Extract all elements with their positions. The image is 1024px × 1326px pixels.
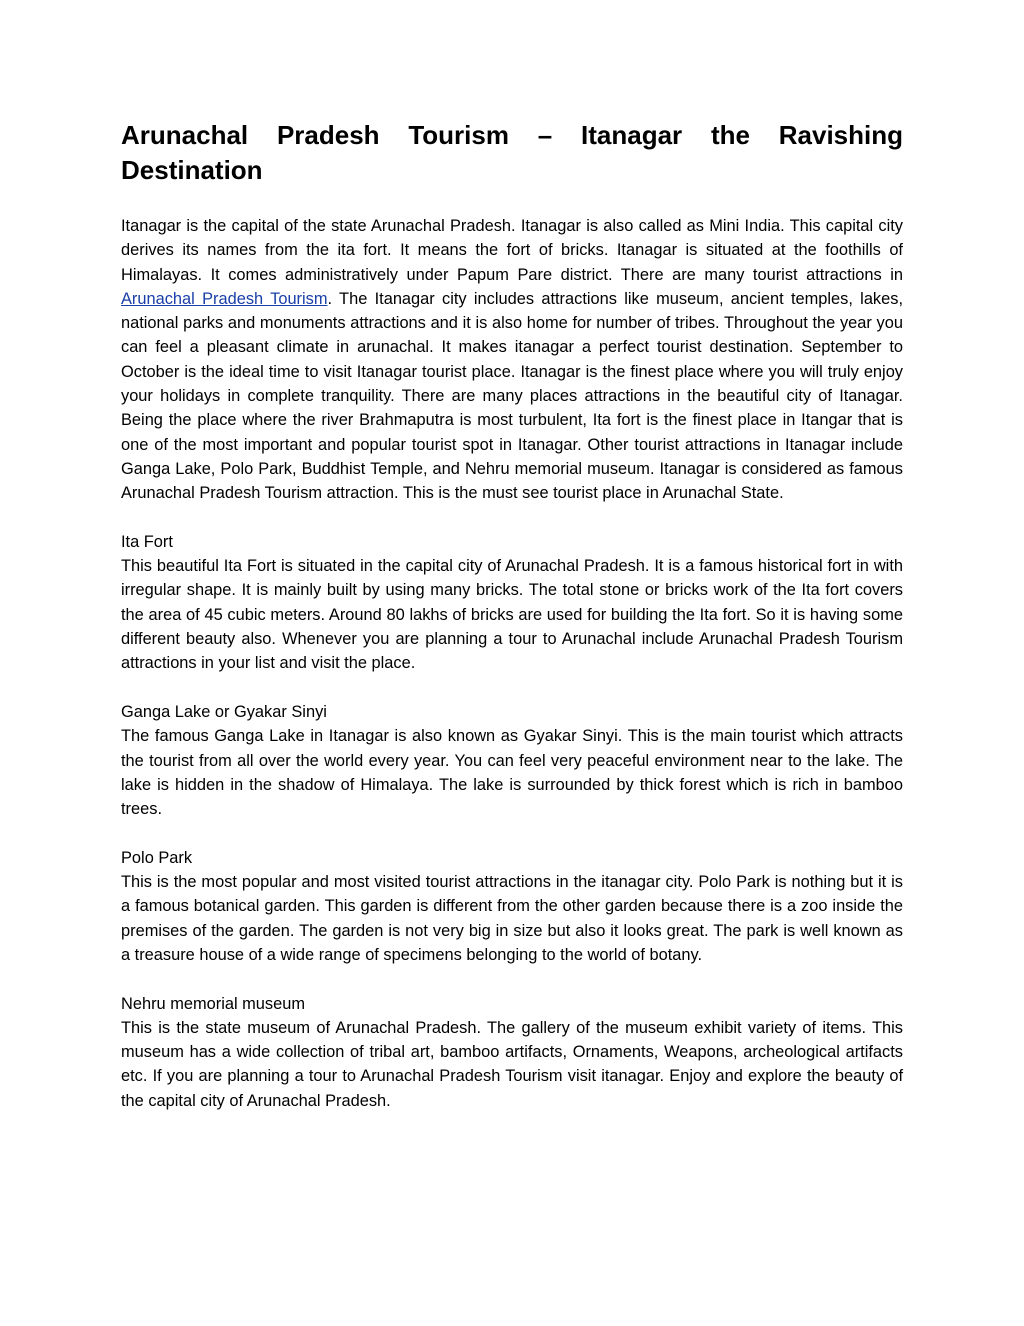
section-body: This is the state museum of Arunachal Pradesh. The gallery of the museum exhibit variety of items. This museum has a wide collection of tribal art, bamboo artifacts, Ornaments, Weapons, archeological artifacts etc. If you are planning a tour to Arunachal Pradesh Tourism visit itanagar. Enjoy and explore the beauty of the capital city of Arunachal Pradesh. <box>121 1018 903 1110</box>
section-ganga-lake <box>121 700 903 821</box>
section-body: This is the most popular and most visited tourist attractions in the itanagar city. Polo Park is nothing but it is a famous botanical garden. This garden is different from the other garden because there is a zoo inside the premises of the garden. The garden is not very big in size but also it looks great. The park is well known as a treasure house of a wide range of specimens belonging to the world of botany. <box>121 873 903 964</box>
section-heading: Ita Fort <box>121 532 173 551</box>
section-heading: Polo Park <box>121 848 193 867</box>
section-nehru-museum <box>121 992 903 1113</box>
section-body: The famous Ganga Lake in Itanagar is also known as Gyakar Sinyi. This is the main tourist which attracts the tourist from all over the world every year. You can feel very peaceful environment near to the lake. The lake is hidden in the shadow of Himalaya. The lake is surrounded by thick forest which is rich in bamboo trees. <box>121 727 903 819</box>
section-heading: Nehru memorial museum <box>121 994 305 1013</box>
section-heading: Ganga Lake or Gyakar Sinyi <box>121 702 327 721</box>
document-page <box>121 118 903 1113</box>
document-title: Arunachal Pradesh Tourism – Itanagar the Ravishing Destination <box>121 120 903 185</box>
intro-paragraph <box>121 214 903 506</box>
intro-text-after-link: . The Itanagar city includes attractions like museum, ancient temples, lakes, national parks and monuments attractions and it is also home for number of tribes. Throughout the year you can feel a pleasant climate in arunachal. It makes itanagar a perfect tourist destination. September to October is the ideal time to visit Itanagar tourist place. Itanagar is the finest place where you will truly enjoy your holidays in complete tranquility. There are many places attractions in the beautiful city of Itanagar. Being the place where the river Brahmaputra is most turbulent, Ita fort is the finest place in Itangar that is one of the most important and popular tourist spot in Itanagar. Other tourist attractions in Itanagar include Ganga Lake, Polo Park, Buddhist Temple, and Nehru memorial museum. Itanagar is considered as famous Arunachal Pradesh Tourism attraction. This is the must see tourist place in Arunachal State. <box>121 289 903 503</box>
section-ita-fort <box>121 530 903 676</box>
section-body: This beautiful Ita Fort is situated in the capital city of Arunachal Pradesh. It is a famous historical fort in with irregular shape. It is mainly built by using many bricks. The total stone or bricks work of the Ita fort covers the area of 45 cubic meters. Around 80 lakhs of bricks are used for building the Ita fort. So it is having some different beauty also. Whenever you are planning a tour to Arunachal include Arunachal Pradesh Tourism attractions in your list and visit the place. <box>121 557 903 673</box>
section-polo-park <box>121 846 903 967</box>
arunachal-tourism-link[interactable]: Arunachal Pradesh Tourism <box>121 289 328 308</box>
intro-text-before-link: Itanagar is the capital of the state Arunachal Pradesh. Itanagar is also called as Mini India. This capital city derives its names from the ita fort. It means the fort of bricks. Itanagar is situated at the foothills of Himalayas. It comes administratively under Papum Pare district. There are many tourist attractions in <box>121 217 903 284</box>
